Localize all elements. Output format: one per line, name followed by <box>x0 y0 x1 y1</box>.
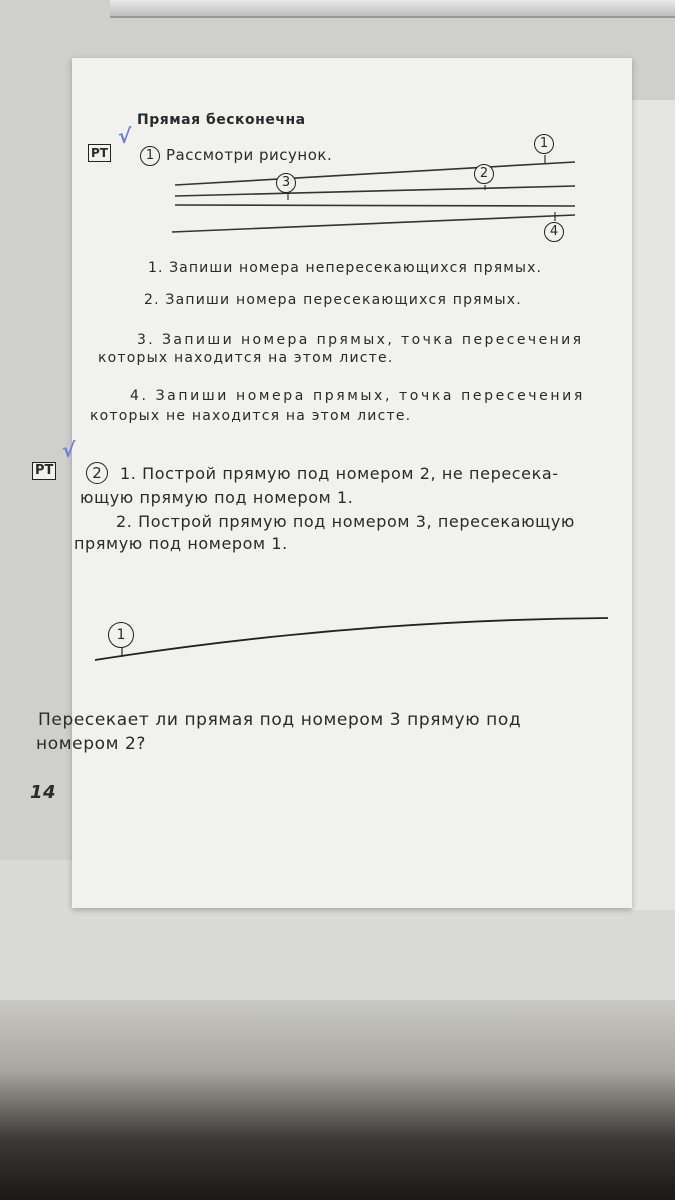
task1-item-3-line2: которых находится на этом листе. <box>98 350 394 366</box>
task2-line2: ющую прямую под номером 1. <box>80 488 354 507</box>
task1-item-2: 2. Запиши номера пересекающихся прямых. <box>144 292 522 308</box>
line-2 <box>175 186 575 196</box>
line-label-4: 4 <box>544 222 564 242</box>
check-icon: √ <box>118 124 132 148</box>
line-label-1: 1 <box>534 134 554 154</box>
line-label-2: 2 <box>474 164 494 184</box>
task2-line4: прямую под номером 1. <box>74 534 288 553</box>
question-line2: номером 2? <box>36 734 147 754</box>
task2-number: 2 <box>86 462 108 484</box>
rt-badge: РТ <box>88 144 111 162</box>
task1-item-4-line1: 4. Запиши номера прямых, точка пересечения <box>130 388 585 404</box>
line-1 <box>175 162 575 185</box>
task2-line1: 1. Построй прямую под номером 2, не пересека- <box>120 464 559 483</box>
task1-prompt: Рассмотри рисунок. <box>166 146 333 164</box>
line-4 <box>172 215 575 232</box>
line-3 <box>175 205 575 206</box>
task2-line-1 <box>95 618 608 660</box>
page-heading: Прямая бесконечна <box>137 112 306 128</box>
task1-item-1: 1. Запиши номера непересекающихся прямых. <box>148 260 542 276</box>
task2-line-label: 1 <box>108 622 134 648</box>
question-line1: Пересекает ли прямая под номером 3 прямую под <box>38 710 522 730</box>
check-icon-2: √ <box>62 438 76 462</box>
rt-badge-2: РТ <box>32 462 56 480</box>
task1-item-4-line2: которых не находится на этом листе. <box>90 408 412 424</box>
task-number: 1 <box>140 146 160 166</box>
task2-line3: 2. Построй прямую под номером 3, пересекающую <box>116 512 575 531</box>
task1-item-3-line1: 3. Запиши номера прямых, точка пересечения <box>137 332 584 348</box>
page-number: 14 <box>30 782 57 803</box>
line-label-3: 3 <box>276 173 296 193</box>
